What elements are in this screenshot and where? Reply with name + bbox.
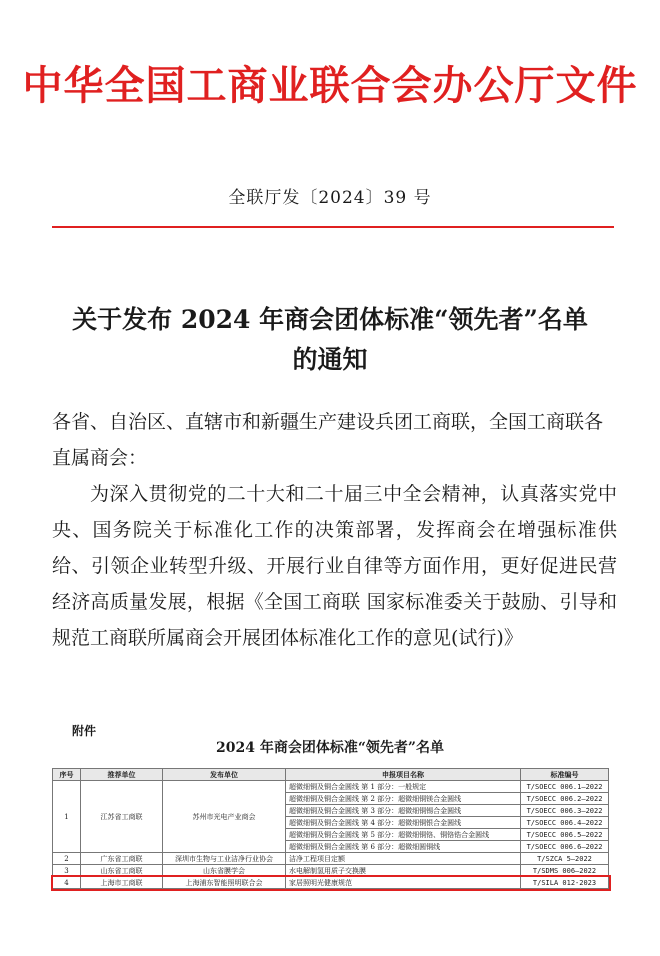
col-header-seq: 序号 <box>53 769 81 781</box>
cell-project-name: 水电解制氢用质子交换膜 <box>286 865 521 877</box>
cell-standard-code: T/SOECC 006.1—2022 <box>521 781 609 793</box>
cell-project-name: 超微细铜及铜合金圆线 第 4 部分：超微细铜银合金圆线 <box>286 817 521 829</box>
document-number: 全联厅发〔2024〕39 号 <box>228 188 432 208</box>
notice-title-line-2: 的通知 <box>292 345 368 374</box>
cell-recommender: 广东省工商联 <box>81 853 163 865</box>
document-header-title: 中华全国工商业联合会办公厅文件 <box>22 63 638 109</box>
cell-project-name: 家居照明光健康规范 <box>286 877 521 889</box>
cell-project-name: 超微细铜及铜合金圆线 第 3 部分：超微细铜锡合金圆线 <box>286 805 521 817</box>
highlight-box <box>51 875 611 891</box>
cell-project-name: 超微细铜及铜合金圆线 第 6 部分：超微细圆铜线 <box>286 841 521 853</box>
cell-seq: 1 <box>53 781 81 853</box>
cell-standard-code: T/SOECC 006.5—2022 <box>521 829 609 841</box>
cell-standard-code: T/SZCA 5—2022 <box>521 853 609 865</box>
cell-project-name: 超微细铜及铜合金圆线 第 1 部分：一般规定 <box>286 781 521 793</box>
cell-standard-code: T/SOECC 006.4—2022 <box>521 817 609 829</box>
notice-title <box>40 300 620 380</box>
notice-title-line-1: 关于发布 2024 年商会团体标准“领先者”名单 <box>72 305 588 334</box>
cell-recommender: 上海市工商联 <box>81 877 163 889</box>
cell-standard-code: T/SOECC 006.3—2022 <box>521 805 609 817</box>
salutation: 各省、自治区、直辖市和新疆生产建设兵团工商联，全国工商联各直属商会： <box>52 411 604 469</box>
body-paragraph: 为深入贯彻党的二十大和二十届三中全会精神，认真落实党中央、国务院关于标准化工作的决策部署，发挥商会在增强标准供给、引领企业转型升级、开展行业自律等方面作用，更好促进民营经济高质量发展，根据《全国工商联 国家标准委关于鼓励、引导和规范工商联所属商会开展团体标准化工作的意见(试行)》 <box>52 483 617 649</box>
col-header-publisher: 发布单位 <box>163 769 286 781</box>
cell-recommender: 山东省工商联 <box>81 865 163 877</box>
col-header-project-name: 申报项目名称 <box>286 769 521 781</box>
attachment-title: 2024 年商会团体标准“领先者”名单 <box>216 740 444 756</box>
cell-standard-code: T/SOECC 006.6—2022 <box>521 841 609 853</box>
table-row <box>53 781 609 793</box>
cell-project-name: 超微细铜及铜合金圆线 第 5 部分：超微细铜铬、铜铬锆合金圆线 <box>286 829 521 841</box>
header-divider <box>52 226 614 228</box>
cell-standard-code: T/SOECC 006.2—2022 <box>521 793 609 805</box>
cell-seq: 2 <box>53 853 81 865</box>
col-header-recommender: 推荐单位 <box>81 769 163 781</box>
cell-publisher: 深圳市生物与工业洁净行业协会 <box>163 853 286 865</box>
table-header-row <box>53 769 609 781</box>
cell-project-name: 超微细铜及铜合金圆线 第 2 部分：超微细铜镁合金圆线 <box>286 793 521 805</box>
col-header-standard-code: 标准编号 <box>521 769 609 781</box>
cell-publisher: 山东省膜学会 <box>163 865 286 877</box>
table-row <box>53 853 609 865</box>
cell-standard-code: T/SILA 012-2023 <box>521 877 609 889</box>
cell-publisher: 上海浦东智能照明联合会 <box>163 877 286 889</box>
cell-standard-code: T/SDMS 006—2022 <box>521 865 609 877</box>
cell-project-name: 洁净工程项目定额 <box>286 853 521 865</box>
attachment-label: 附件 <box>72 724 97 738</box>
cell-seq: 3 <box>53 865 81 877</box>
cell-seq: 4 <box>53 877 81 889</box>
cell-publisher: 苏州市光电产业商会 <box>163 781 286 853</box>
leaders-table <box>52 768 609 889</box>
cell-recommender: 江苏省工商联 <box>81 781 163 853</box>
